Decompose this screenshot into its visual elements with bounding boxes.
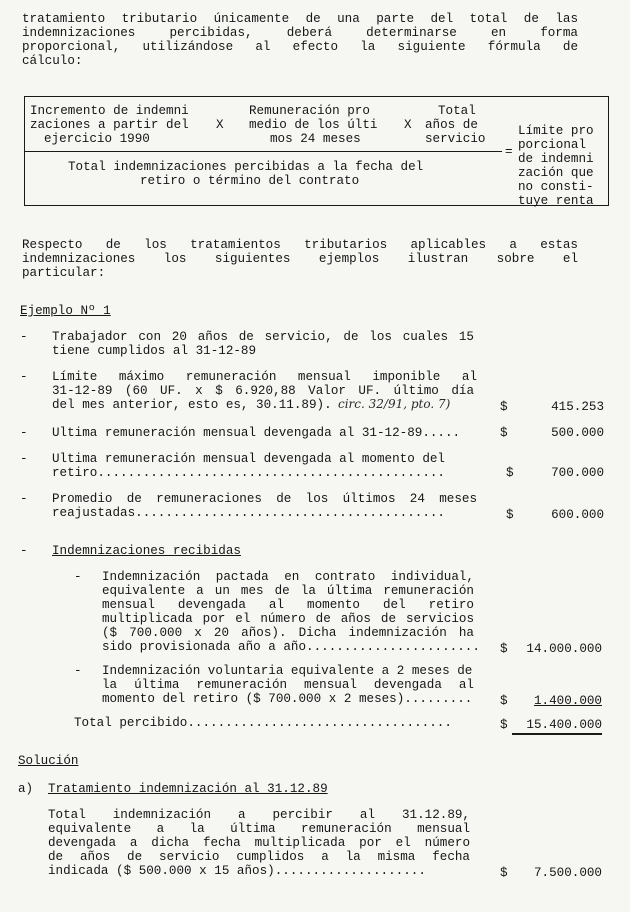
handwritten-annotation: circ. 32/91, pto. 7) [338,397,451,411]
item-2-line-2: 31-12-89 (60 UF. x $ 6.920,88 Valor UF. último día [52,384,474,398]
formula-result-line-6: tuye renta [518,194,594,208]
item-4-currency: $ [506,466,514,480]
item-2-currency: $ [500,400,508,414]
formula-term-2-line-2: medio de los últi [249,118,378,132]
sub-2-currency: $ [500,694,508,708]
item-5-amount: 600.000 [551,508,604,522]
item-2-amount: 415.253 [551,400,604,414]
formula-result-line-1: Límite pro [518,124,594,138]
sub-2-line-2: la última remuneración mensual devengada al [102,678,474,692]
formula-result-line-2: porcional [518,138,587,152]
sub-1-line-2: equivalente a un mes de la última remuneración [102,584,474,598]
sub-1-line-6: sido provisionada año a año....................... [102,640,480,654]
solution-a-line-5: indicada ($ 500.000 x 15 años).................... [48,864,426,878]
item-2-dash: - [20,370,28,384]
intro-line-2: indemnizaciones percibidas, deberá determinarse en forma [22,26,578,40]
item-2-line-3: del mes anterior, esto es, 30.11.89). [52,398,332,412]
solution-a-currency: $ [500,866,508,880]
item-4-dash: - [20,452,28,466]
solution-heading: Solución [18,754,79,768]
formula-term-1-line-2: zaciones a partir del [30,118,189,132]
item-2-line-1: Límite máximo remuneración mensual imponible al [52,370,477,384]
solution-a-line-3: devengada a dicha fecha multiplicada por el número [48,836,470,850]
formula-operator-2: X [404,118,412,132]
example-heading: Ejemplo Nº 1 [20,304,111,318]
sub-1-line-4: multiplicada por el número de años de servicios [102,612,474,626]
item-4-amount: 700.000 [551,466,604,480]
item-4-line-2: retiro.............................................. [52,466,445,480]
sub-2-dash: - [74,664,82,678]
formula-term-1-line-1: Incremento de indemni [30,104,189,118]
solution-a-title: Tratamiento indemnización al 31.12.89 [48,782,328,796]
received-heading: Indemnizaciones recibidas [52,544,241,558]
formula-fraction-line [24,151,502,152]
item-4-line-1: Ultima remuneración mensual devengada al momento del [52,452,445,466]
sub-1-amount: 14.000.000 [526,642,602,656]
solution-a-amount: 7.500.000 [533,866,602,880]
formula-result-line-4: zación que [518,166,594,180]
formula-operator-1: X [216,118,224,132]
formula-term-1-line-3: ejercicio 1990 [44,132,150,146]
sub-2-amount: 1.400.000 [533,694,602,708]
formula-term-3-line-2: años de [425,118,478,132]
sub-2-line-1: Indemnización voluntaria equivalente a 2 meses de [102,664,473,678]
respecto-line-2: indemnizaciones los siguientes ejemplos ilustran sobre el [22,252,578,266]
item-1-line-2: tiene cumplidos al 31-12-89 [52,344,257,358]
item-5-line-1: Promedio de remuneraciones de los últimos 24 meses [52,492,477,506]
sub-1-line-1: Indemnización pactada en contrato individual, [102,570,474,584]
item-5-currency: $ [506,508,514,522]
total-currency: $ [500,718,508,732]
item-5-dash: - [20,492,28,506]
formula-denominator-line-1: Total indemnizaciones percibidas a la fecha del [68,160,424,174]
solution-a-line-1: Total indemnización a percibir al 31.12.89, [48,808,470,822]
solution-a-line-2: equivalente a la última remuneración mensual [48,822,470,836]
item-3-amount: 500.000 [551,426,604,440]
item-1-line-1: Trabajador con 20 años de servicio, de los cuales 15 [52,330,474,344]
formula-term-2-line-3: mos 24 meses [270,132,361,146]
formula-term-3-line-1: Total [438,104,476,118]
intro-line-3: proporcional, utilizándose al efecto la siguiente fórmula de [22,40,578,54]
item-5-line-2: reajustadas......................................... [52,506,445,520]
respecto-line-3: particular: [22,266,106,280]
respecto-line-1: Respecto de los tratamientos tributarios aplicables a estas [22,238,578,252]
sub-2-line-3: momento del retiro ($ 700.000 x 2 meses)......... [102,692,473,706]
formula-denominator-line-2: retiro o término del contrato [140,174,360,188]
sub-1-line-5: ($ 700.000 x 20 años). Dicha indemnización ha [102,626,474,640]
formula-equals: = [505,145,513,159]
item-3-dash: - [20,426,28,440]
section-dash: - [20,544,28,558]
total-double-rule [512,733,602,735]
formula-term-2-line-1: Remuneración pro [249,104,370,118]
total-label: Total percibido................................... [74,716,452,730]
formula-result-line-3: de indemni [518,152,594,166]
solution-a-line-4: de años de servicio cumplidos a la misma fecha [48,850,470,864]
item-3-line-1: Ultima remuneración mensual devengada al 31-12-89..... [52,426,461,440]
formula-term-3-line-3: servicio [425,132,486,146]
sub-1-line-3: mensual devengada al momento del retiro [102,598,474,612]
item-3-currency: $ [500,426,508,440]
total-amount: 15.400.000 [526,718,602,732]
item-1-dash: - [20,330,28,344]
intro-line-4: cálculo: [22,54,83,68]
sub-1-currency: $ [500,642,508,656]
solution-a-marker: a) [18,782,34,796]
formula-result-line-5: no consti- [518,180,594,194]
sub-1-dash: - [74,570,82,584]
intro-line-1: tratamiento tributario únicamente de una parte del total de las [22,12,578,26]
